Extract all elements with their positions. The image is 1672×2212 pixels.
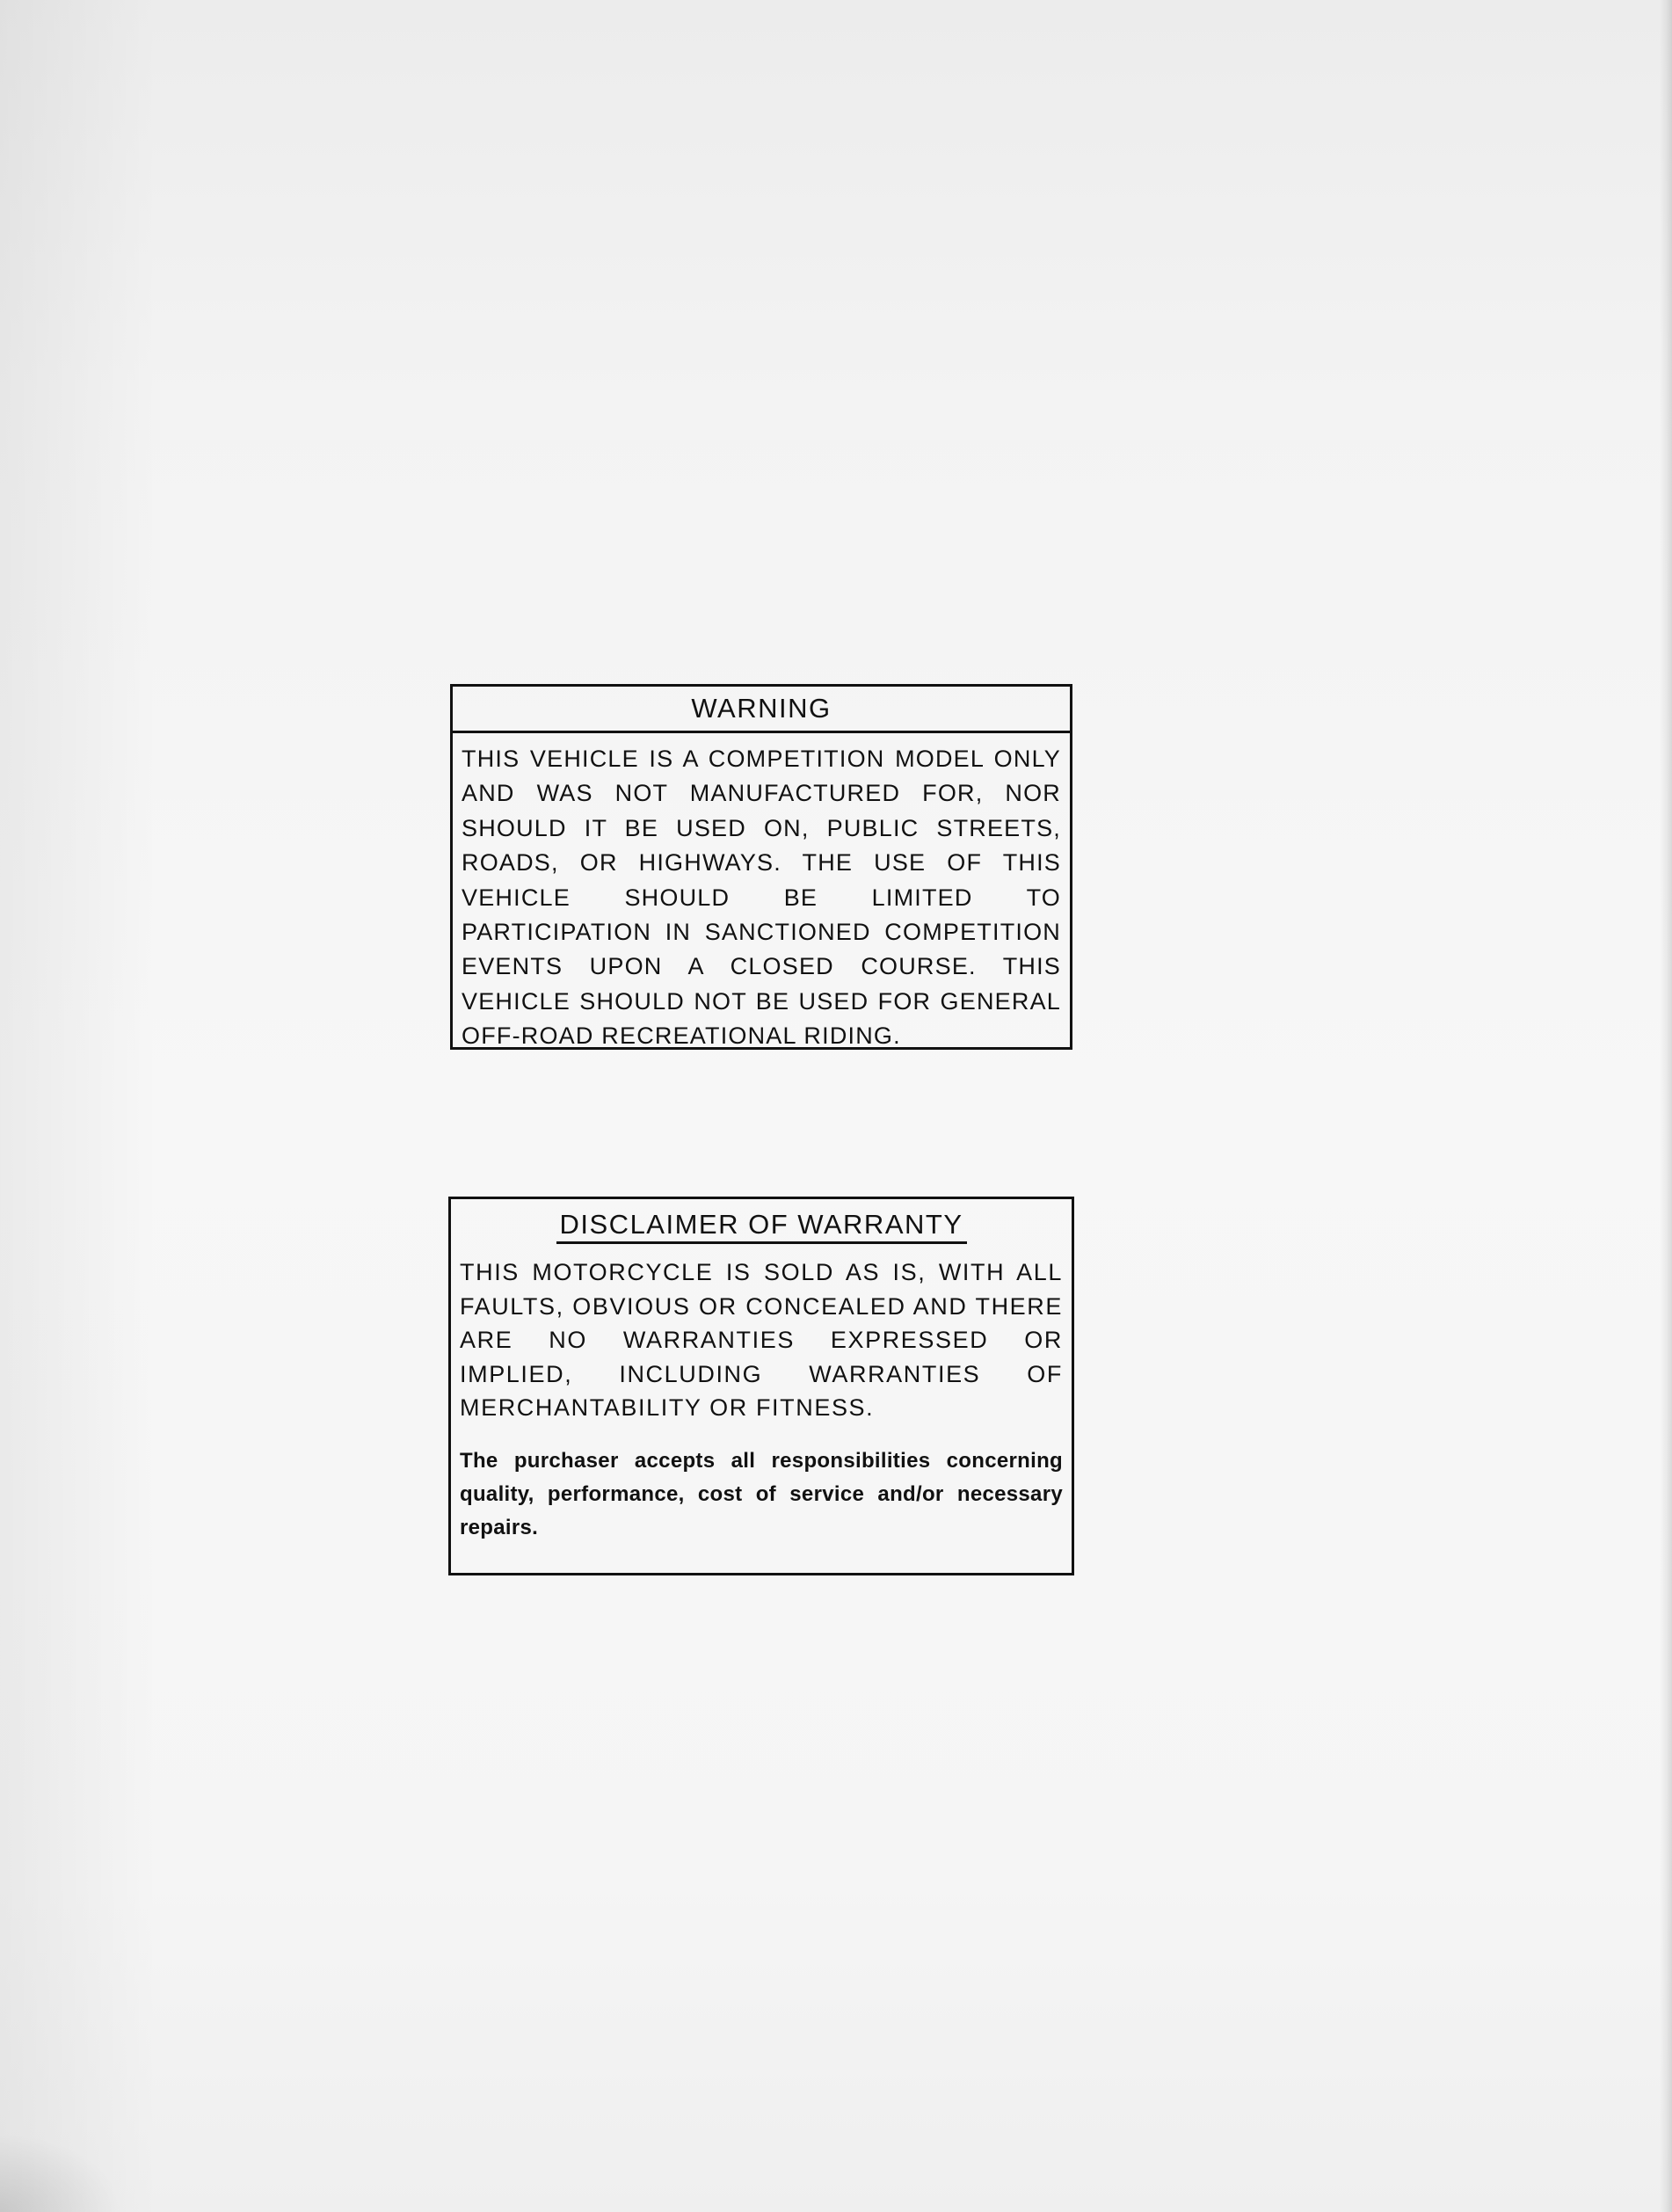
warning-notice — [450, 684, 1072, 1050]
disclaimer-notice — [448, 1197, 1074, 1575]
page-corner-shadow — [0, 2133, 123, 2212]
warning-text: THIS VEHICLE IS A COMPETITION MODEL ONLY AND WAS NOT MANUFACTURED FOR, NOR SHOULD IT BE USED ON, PUBLIC STREETS, ROADS, OR HIGHWAYS. THE USE OF THIS VEHICLE SHOULD BE LIMITED TO PARTICIPATION IN SANCTIONED COMPETITION EVENTS UPON A CLOSED COURSE. THIS VEHICLE SHOULD NOT BE USED FOR GENERAL OFF-ROAD RECREATIONAL RIDING. — [462, 746, 1061, 1050]
disclaimer-text: THIS MOTORCYCLE IS SOLD AS IS, WITH ALL FAULTS, OBVIOUS OR CONCEALED AND THERE ARE NO WARRANTIES EXPRESSED OR IMPLIED, INCLUDING WARRANTIES OF MERCHANTABILITY OR FITNESS. — [460, 1259, 1063, 1422]
purchaser-responsibility-note: The purchaser accepts all responsibilities concerning quality, performance, cost of service and/or necessary repairs. — [460, 1448, 1063, 1539]
disclaimer-title: DISCLAIMER OF WARRANTY — [556, 1210, 967, 1244]
page-shadow — [0, 0, 158, 2212]
page-edge — [1660, 0, 1672, 2212]
warning-title: WARNING — [453, 687, 1070, 733]
disclaimer-heading — [451, 1199, 1072, 1248]
